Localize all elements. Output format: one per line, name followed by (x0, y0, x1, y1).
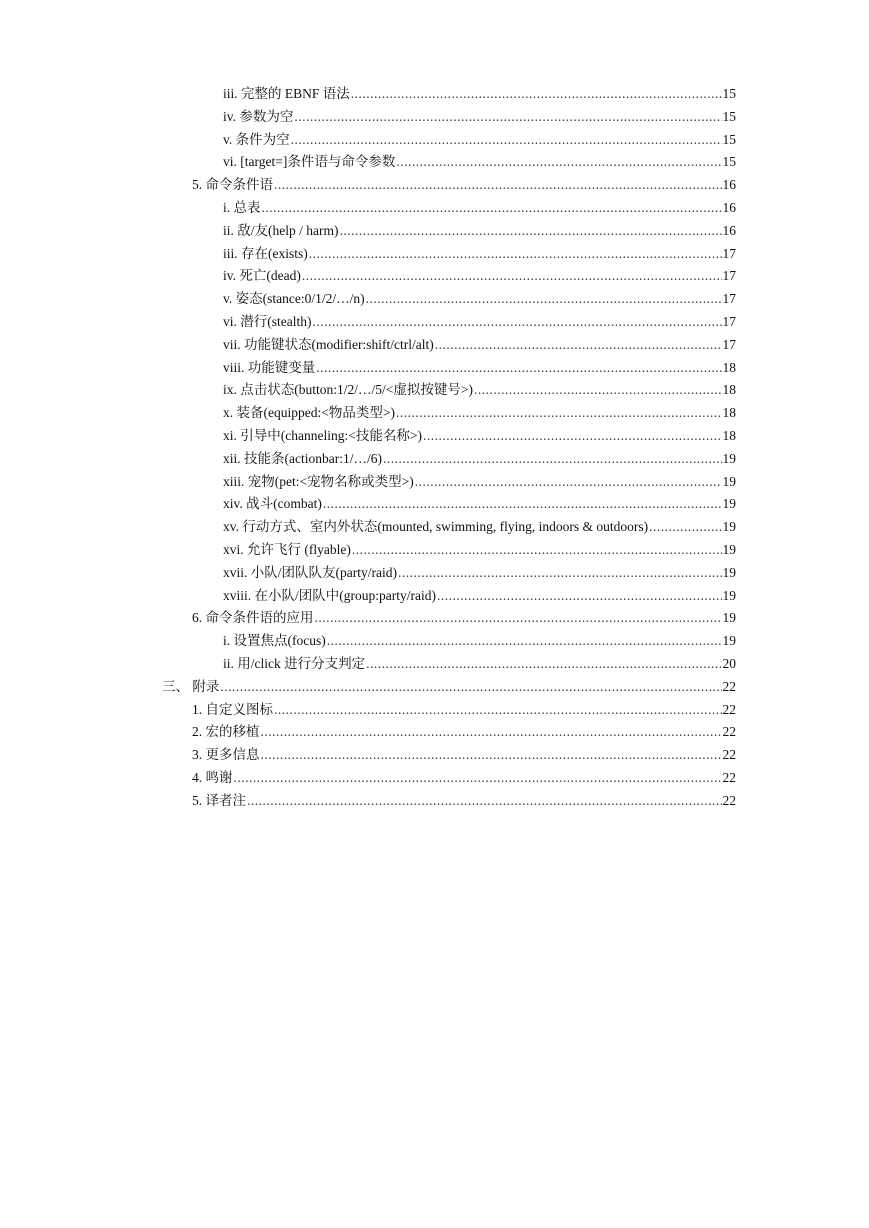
dot-leader (415, 471, 722, 494)
toc-entry[interactable] (0, 243, 869, 266)
toc-entry[interactable] (0, 790, 869, 813)
toc-entry-page-number: 19 (722, 519, 736, 535)
toc-entry-page-number: 19 (722, 564, 736, 580)
dot-leader (262, 197, 722, 220)
toc-entry-label: v. 姿态(stance:0/1/2/…/n) (223, 291, 365, 307)
toc-entry-page-number: 17 (722, 291, 736, 307)
toc-entry-label: ix. 点击状态(button:1/2/…/5/<虚拟按键号>) (223, 382, 473, 398)
toc-entry[interactable] (0, 174, 869, 197)
toc-entry[interactable] (0, 288, 869, 311)
toc-entry-label: vi. [target=]条件语与命令参数 (223, 154, 396, 170)
toc-entry-page-number: 19 (722, 473, 736, 489)
toc-entry-page-number: 18 (722, 359, 736, 375)
dot-leader (339, 220, 721, 243)
toc-entry-label: vii. 功能键状态(modifier:shift/ctrl/alt) (223, 336, 434, 352)
toc-entry-page-number: 16 (722, 199, 736, 215)
dot-leader (274, 699, 722, 722)
toc-entry-page-number: 22 (722, 678, 736, 694)
toc-entry-page-number: 17 (722, 313, 736, 329)
dot-leader (234, 767, 722, 790)
toc-entry-label: iv. 死亡(dead) (223, 268, 301, 284)
dot-leader (261, 744, 722, 767)
toc-entry[interactable] (0, 562, 869, 585)
toc-entry-label: xvii. 小队/团队队友(party/raid) (223, 564, 397, 580)
toc-entry[interactable] (0, 357, 869, 380)
toc-entry-label: 3. 更多信息 (192, 747, 260, 763)
dot-leader (294, 106, 721, 129)
toc-entry-page-number: 20 (722, 655, 736, 671)
toc-entry-page-number: 19 (722, 633, 736, 649)
toc-entry-label: 6. 命令条件语的应用 (192, 610, 314, 626)
toc-entry[interactable] (0, 379, 869, 402)
toc-entry[interactable] (0, 471, 869, 494)
dot-leader (261, 721, 722, 744)
dot-leader (316, 357, 721, 380)
toc-entry-page-number: 17 (722, 336, 736, 352)
toc-entry[interactable] (0, 630, 869, 653)
dot-leader (352, 539, 722, 562)
toc-entry-label: i. 总表 (223, 199, 261, 215)
toc-entry-page-number: 19 (722, 610, 736, 626)
toc-entry-page-number: 15 (722, 131, 736, 147)
dot-leader (383, 448, 722, 471)
toc-entry[interactable] (0, 265, 869, 288)
toc-entry-label: vi. 潜行(stealth) (223, 313, 312, 329)
toc-entry-label: xv. 行动方式、室内外状态(mounted, swimming, flying, indoors & outdoors) (223, 519, 649, 535)
toc-entry-label: 5. 译者注 (192, 792, 246, 808)
toc-entry-page-number: 19 (722, 541, 736, 557)
toc-entry-label: i. 设置焦点(focus) (223, 633, 326, 649)
toc-entry-label: xvi. 允许飞行 (flyable) (223, 541, 351, 557)
toc-entry[interactable] (0, 197, 869, 220)
toc-entry[interactable] (0, 448, 869, 471)
toc-entry[interactable] (0, 744, 869, 767)
toc-entry[interactable] (0, 334, 869, 357)
toc-entry[interactable] (0, 311, 869, 334)
dot-leader (247, 790, 722, 813)
toc-entry-page-number: 16 (722, 222, 736, 238)
dot-leader (474, 379, 722, 402)
toc-entry-label: v. 条件为空 (223, 131, 290, 147)
toc-entry-label: iii. 完整的 EBNF 语法 (223, 86, 350, 101)
dot-leader (274, 174, 722, 197)
toc-entry[interactable] (0, 425, 869, 448)
toc-entry[interactable] (0, 493, 869, 516)
toc-entry-page-number: 19 (722, 496, 736, 512)
toc-entry-label: xii. 技能条(actionbar:1/…/6) (223, 450, 382, 466)
toc-entry[interactable] (0, 699, 869, 722)
toc-entry-label: 三、 附录 (162, 678, 220, 694)
toc-entry[interactable] (0, 220, 869, 243)
toc-entry-label: 4. 鸣谢 (192, 769, 233, 785)
dot-leader (315, 607, 722, 630)
toc-entry-page-number: 19 (722, 450, 736, 466)
toc-entry-page-number: 17 (722, 268, 736, 284)
dot-leader (398, 562, 722, 585)
toc-entry[interactable] (0, 151, 869, 174)
toc-entry-label: 1. 自定义图标 (192, 701, 273, 717)
toc-entry[interactable] (0, 676, 869, 699)
toc-entry-label: xiii. 宠物(pet:<宠物名称或类型>) (223, 473, 414, 489)
toc-entry-page-number: 15 (722, 86, 736, 101)
toc-entry-label: 5. 命令条件语 (192, 177, 273, 193)
toc-entry-label: iv. 参数为空 (223, 108, 294, 124)
toc-entry-label: ii. 用/click 进行分支判定 (223, 655, 366, 671)
toc-entry-label: iii. 存在(exists) (223, 245, 308, 261)
toc-entry-label: xi. 引导中(channeling:<技能名称>) (223, 427, 422, 443)
toc-entry-label: xviii. 在小队/团队中(group:party/raid) (223, 587, 436, 603)
dot-leader (291, 129, 722, 152)
toc-entry[interactable] (0, 585, 869, 608)
toc-entry-page-number: 16 (722, 177, 736, 193)
toc-entry-page-number: 15 (722, 108, 736, 124)
dot-leader (323, 493, 722, 516)
toc-entry-label: ii. 敌/友(help / harm) (223, 222, 339, 238)
toc-entry-page-number: 15 (722, 154, 736, 170)
dot-leader (309, 243, 722, 266)
toc-entry[interactable] (0, 516, 869, 539)
dot-leader (437, 585, 722, 608)
dot-leader (327, 630, 722, 653)
toc-entry-page-number: 22 (722, 747, 736, 763)
toc-entry-page-number: 22 (722, 701, 736, 717)
dot-leader (220, 676, 721, 699)
toc-entry[interactable] (0, 721, 869, 744)
toc-entry[interactable] (0, 653, 869, 676)
toc-entry-page-number: 17 (722, 245, 736, 261)
dot-leader (435, 334, 722, 357)
toc-entry[interactable] (0, 767, 869, 790)
dot-leader (302, 265, 722, 288)
dot-leader (649, 516, 721, 539)
toc-entry[interactable] (0, 402, 869, 425)
toc-entry-label: 2. 宏的移植 (192, 724, 260, 740)
toc-entry-page-number: 22 (722, 724, 736, 740)
toc-entry[interactable] (0, 129, 869, 152)
dot-leader (396, 151, 721, 174)
toc-entry-page-number: 19 (722, 587, 736, 603)
dot-leader (423, 425, 722, 448)
toc-entry-label: x. 装备(equipped:<物品类型>) (223, 405, 395, 421)
toc-entry-page-number: 18 (722, 427, 736, 443)
toc-entry-label: viii. 功能键变量 (223, 359, 316, 375)
dot-leader (366, 653, 721, 676)
dot-leader (351, 83, 722, 106)
toc-entry[interactable] (0, 607, 869, 630)
dot-leader (312, 311, 721, 334)
dot-leader (396, 402, 722, 425)
toc-entry-label: xiv. 战斗(combat) (223, 496, 322, 512)
toc-entry[interactable] (0, 106, 869, 129)
toc-entry-page-number: 18 (722, 382, 736, 398)
toc-entry-page-number: 22 (722, 792, 736, 808)
toc-entry[interactable] (0, 83, 869, 106)
toc-entry[interactable] (0, 539, 869, 562)
table-of-contents (0, 83, 869, 813)
toc-entry-page-number: 18 (722, 405, 736, 421)
toc-entry-page-number: 22 (722, 769, 736, 785)
dot-leader (366, 288, 722, 311)
